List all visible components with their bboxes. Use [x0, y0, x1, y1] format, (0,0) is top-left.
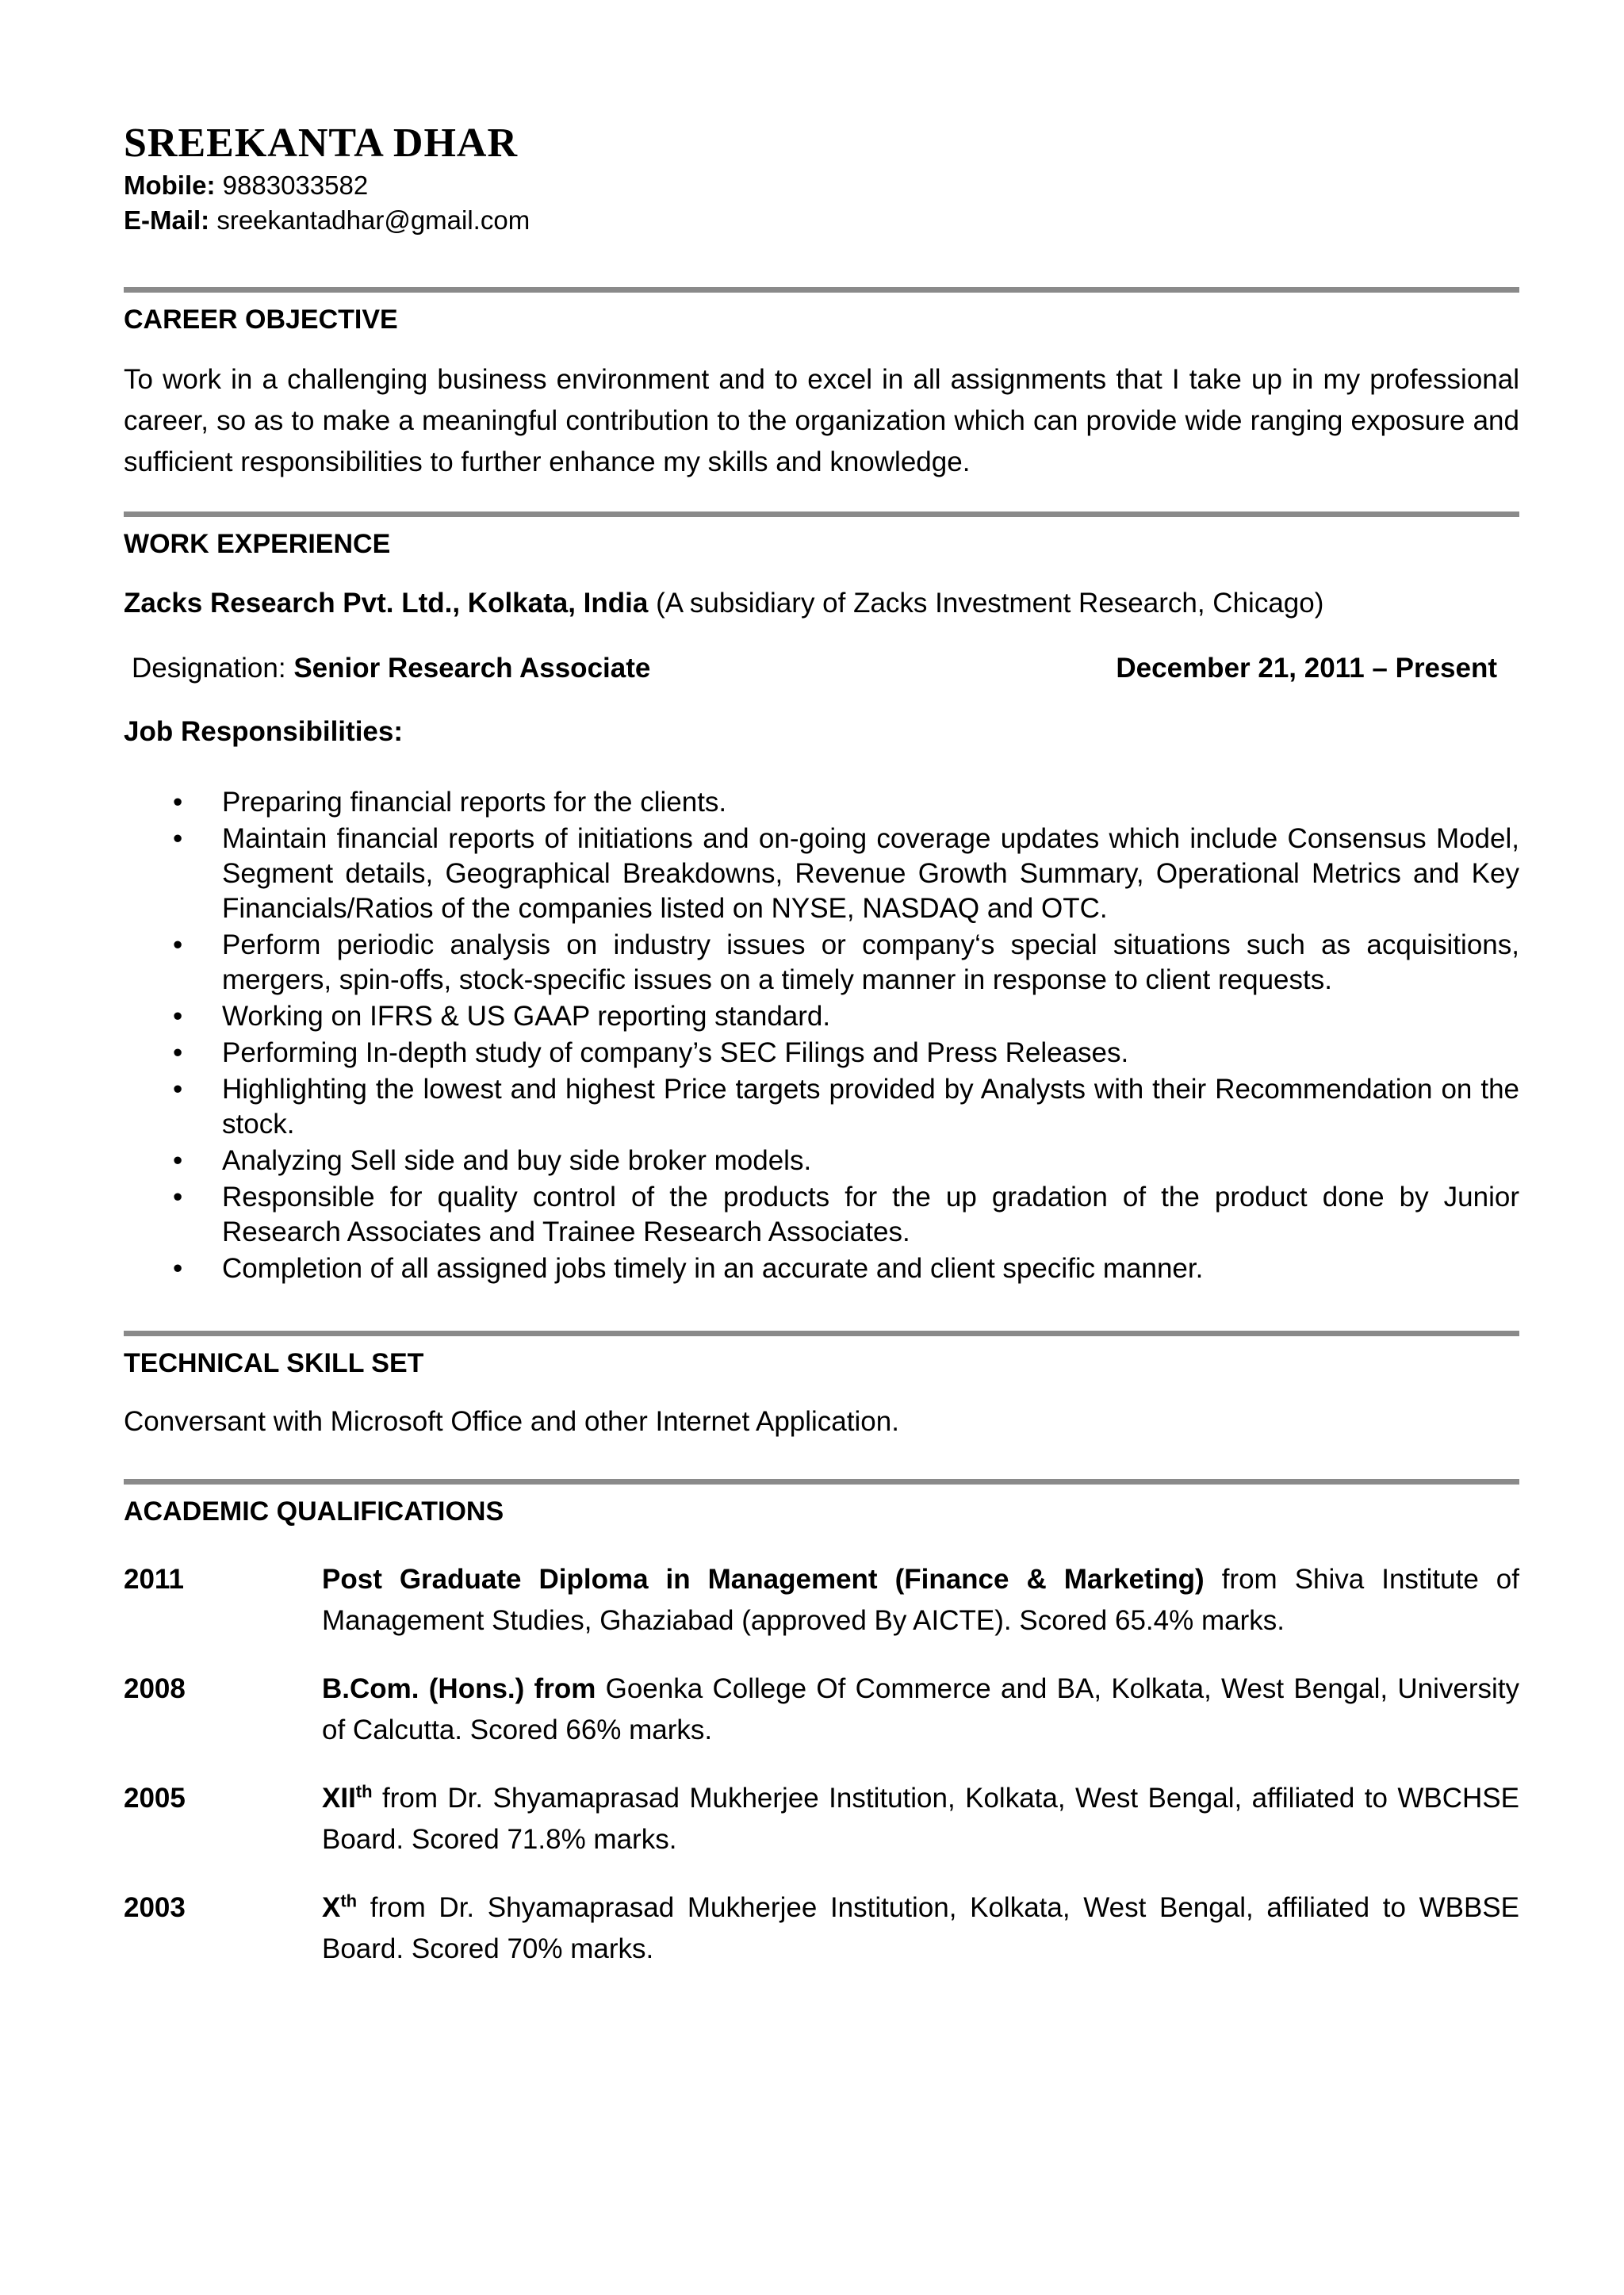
academic-description	[322, 1559, 1519, 1642]
academic-entry	[124, 1669, 1519, 1751]
work-experience-title: WORK EXPERIENCE	[124, 529, 391, 559]
candidate-name: SREEKANTA DHAR	[124, 121, 519, 166]
designation	[132, 650, 650, 687]
bullet-icon: •	[173, 1145, 183, 1176]
responsibility-text: Analyzing Sell side and buy side broker models.	[222, 1145, 812, 1176]
mobile-value: 9883033582	[222, 170, 369, 200]
academic-year: 2011	[124, 1564, 184, 1595]
responsibility-item	[124, 928, 1519, 998]
responsibility-text: Perform periodic analysis on industry issues or company‘s special situations such as acquisitions, mergers, spin-offs, stock-specific issues on a timely manner in response to client requests.	[222, 929, 1519, 995]
career-objective-title: CAREER OBJECTIVE	[124, 305, 398, 335]
bullet-icon: •	[173, 1074, 183, 1105]
employment-period: December 21, 2011 – Present	[1116, 653, 1497, 684]
academic-year: 2008	[124, 1673, 186, 1704]
responsibility-item	[124, 1072, 1519, 1142]
responsibility-item	[124, 1036, 1519, 1071]
employer-note: (A subsidiary of Zacks Investment Research, Chicago)	[656, 588, 1324, 619]
email-label: E-Mail:	[124, 205, 210, 235]
academic-superscript: th	[340, 1891, 358, 1911]
mobile-line	[124, 168, 1519, 203]
academic-details: from Dr. Shyamaprasad Mukherjee Institution, Kolkata, West Bengal, affiliated to WBBSE Board. Scored 70% marks.	[322, 1892, 1519, 1964]
responsibility-text: Performing In-depth study of company’s SEC Filings and Press Releases.	[222, 1037, 1129, 1068]
technical-skills-title: TECHNICAL SKILL SET	[124, 1348, 424, 1378]
section-divider	[124, 287, 1519, 293]
section-divider	[124, 1331, 1519, 1336]
career-objective-text: To work in a challenging business environment and to excel in all assignments that I take up in my professional career, so as to make a meaningful contribution to the organization which can provide wide ranging exposure and sufficient responsibilities to further enhance my skills and knowledge.	[124, 364, 1519, 477]
email-line	[124, 203, 1519, 238]
responsibility-item	[124, 785, 1519, 820]
job-responsibilities-title: Job Responsibilities:	[124, 716, 403, 747]
designation-label: Designation:	[132, 653, 286, 684]
academic-qualification: Post Graduate Diploma in Management (Finance & Marketing)	[322, 1564, 1205, 1595]
academic-description	[322, 1778, 1519, 1860]
responsibility-text: Maintain financial reports of initiations and on-going coverage updates which include Consensus Model, Segment details, Geographical Breakdowns, Revenue Growth Summary, Operational Metrics and Key Financials/Ratios of the companies listed on NYSE, NASDAQ and OTC.	[222, 823, 1519, 924]
academics-title: ACADEMIC QUALIFICATIONS	[124, 1496, 504, 1527]
responsibilities-list	[124, 785, 1519, 1286]
responsibility-text: Highlighting the lowest and highest Price targets provided by Analysts with their Recommendation on the stock.	[222, 1074, 1519, 1140]
academic-details: from Dr. Shyamaprasad Mukherjee Institution, Kolkata, West Bengal, affiliated to WBCHSE Board. Scored 71.8% marks.	[322, 1783, 1519, 1855]
academic-entry	[124, 1559, 1519, 1642]
academic-description	[322, 1887, 1519, 1970]
employer-name: Zacks Research Pvt. Ltd., Kolkata, India	[124, 588, 649, 619]
responsibility-item	[124, 1251, 1519, 1286]
section-divider	[124, 1479, 1519, 1485]
email-value: sreekantadhar@gmail.com	[216, 205, 530, 235]
academics-list	[124, 1559, 1519, 1970]
academic-qualification: B.Com. (Hons.) from	[322, 1673, 596, 1704]
academic-year: 2003	[124, 1892, 186, 1923]
mobile-label: Mobile:	[124, 170, 216, 200]
designation-value: Senior Research Associate	[293, 653, 651, 684]
bullet-icon: •	[173, 1182, 183, 1213]
academic-details: Goenka College Of Commerce and BA, Kolkata, West Bengal, University of Calcutta. Scored 66% marks.	[322, 1673, 1520, 1745]
responsibility-item	[124, 1180, 1519, 1250]
academic-description	[322, 1669, 1519, 1751]
bullet-icon: •	[173, 1037, 183, 1068]
bullet-icon: •	[173, 1001, 183, 1032]
employer-line	[124, 585, 1519, 622]
responsibility-item	[124, 1144, 1519, 1178]
academic-superscript: th	[355, 1781, 373, 1802]
academic-qualification: XII	[322, 1783, 356, 1814]
responsibility-text: Responsible for quality control of the products for the up gradation of the product done by Junior Research Associates and Trainee Research Associates.	[222, 1182, 1519, 1247]
academic-entry	[124, 1778, 1519, 1860]
bullet-icon: •	[173, 787, 183, 818]
responsibility-text: Preparing financial reports for the clients.	[222, 787, 727, 818]
responsibility-text: Working on IFRS & US GAAP reporting standard.	[222, 1001, 831, 1032]
responsibility-item	[124, 822, 1519, 926]
responsibility-item	[124, 999, 1519, 1034]
academic-qualification: X	[322, 1892, 341, 1923]
academic-details: from Shiva Institute of Management Studies, Ghaziabad (approved By AICTE). Scored 65.4% marks.	[322, 1564, 1519, 1636]
academic-entry	[124, 1887, 1519, 1970]
resume-page	[124, 119, 1519, 1970]
section-divider	[124, 511, 1519, 517]
responsibility-text: Completion of all assigned jobs timely in an accurate and client specific manner.	[222, 1253, 1204, 1284]
academic-year: 2005	[124, 1783, 186, 1814]
bullet-icon: •	[173, 823, 183, 854]
designation-row	[124, 650, 1519, 687]
technical-skills-text: Conversant with Microsoft Office and other Internet Application.	[124, 1406, 899, 1437]
bullet-icon: •	[173, 1253, 183, 1284]
bullet-icon: •	[173, 929, 183, 960]
